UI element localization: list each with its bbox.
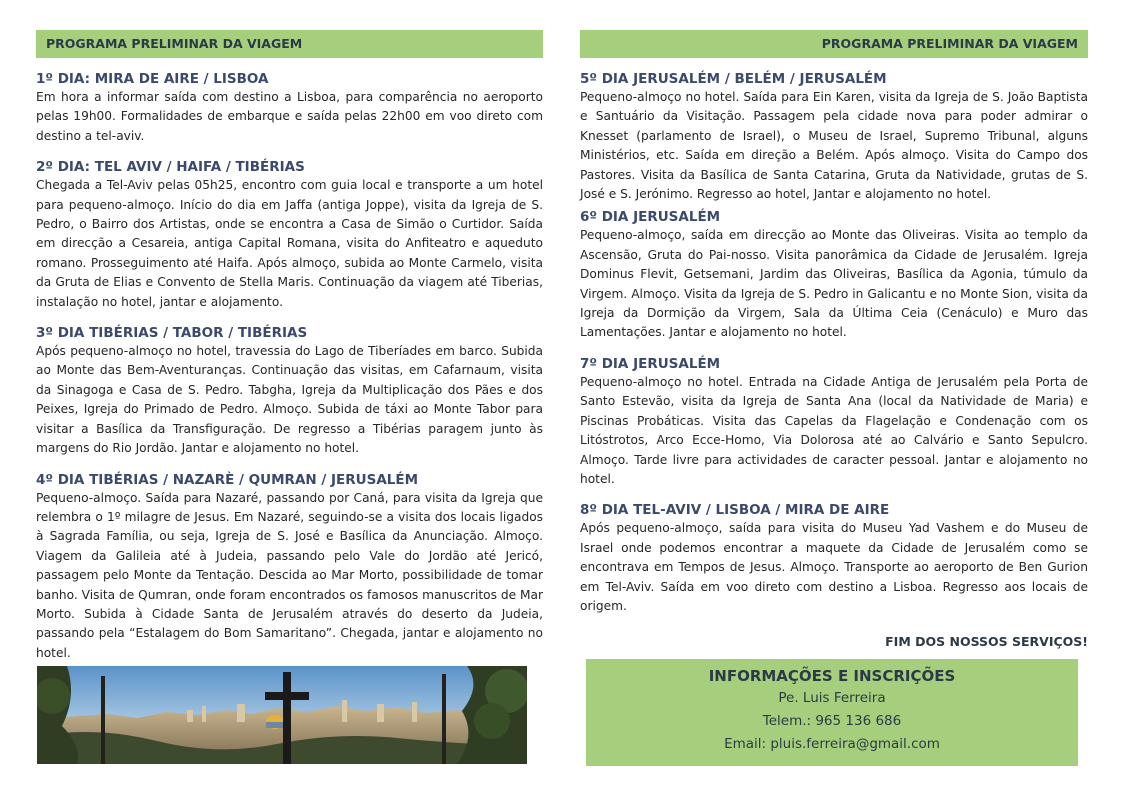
left-column [36, 30, 543, 675]
day-title: 2º DIA: TEL AVIV / HAIFA / TIBÉRIAS [36, 159, 305, 176]
contact-email: Email: pluis.ferreira@gmail.com [724, 736, 940, 752]
day-text: Em hora a informar saída com destino a Lisboa, para comparência no aeroporto pelas 19h00. Formalidades de embarque e saída pelas 22h00 em voo direto com destino a tel-aviv. [36, 90, 543, 143]
day-1 [36, 70, 543, 146]
contact-name: Pe. Luis Ferreira [778, 690, 886, 706]
day-text: Chegada a Tel-Aviv pelas 05h25, encontro com guia local e transporte a um hotel para pequeno-almoço. Início do dia em Jaffa (antiga Joppe), visita da Igreja de S. Pedro, o Bairro dos Artistas, onde se encontra a Casa de Simão o Curtidor. Saída em direcção a Cesareia, antiga Capital Romana, visita do Anfiteatro e aqueduto romano. Prosseguimento até Haifa. Após almoço, subida ao Monte Carmelo, visita da Gruta de Elias e Convento de Stella Maris. Continuação da viagem até Tiberias, instalação no hotel, jantar e alojamento. [36, 178, 543, 309]
right-banner: PROGRAMA PRELIMINAR DA VIAGEM [580, 30, 1088, 58]
day-title: 7º DIA JERUSALÉM [580, 355, 721, 372]
day-text: Pequeno-almoço no hotel. Entrada na Cidade Antiga de Jerusalém pela Porta de Santo Estevão, visita da Igreja de Santa Ana (local da Natividade de Maria) e Piscinas Probáticas. Visita das Capelas da Flagelação e Condenação com os Litóstrotos, Arco Ecce-Homo, Via Dolorosa até ao Calvário e Santo Sepulcro. Almoço. Tarde livre para actividades de caracter pessoal. Jantar e alojamento no hotel. [580, 374, 1088, 486]
day-text: Após pequeno-almoço no hotel, travessia do Lago de Tiberíades em barco. Subida ao Monte das Bem-Aventuranças. Continuação das visitas, em Cafarnaum, visita da Sinagoga e Casa de S. Pedro. Tabgha, Igreja da Multiplicação dos Pães e dos Peixes, Igreja do Primado de Pedro. Almoço. Subida de táxi ao Monte Tabor para visitar a Basílica da Transfiguração. De regresso a Tibérias paragem junto às margens do Rio Jordão. Jantar e alojamento no hotel. [36, 344, 543, 456]
day-title: 4º DIA TIBÉRIAS / NAZARÈ / QUMRAN / JERUSALÉM [36, 471, 419, 488]
right-column [580, 30, 1088, 649]
day-4 [36, 471, 543, 664]
day-8 [580, 501, 1088, 616]
jerusalem-skyline-image [37, 666, 527, 764]
day-2 [36, 158, 543, 312]
day-text: Pequeno-almoço, saída em direcção ao Monte das Oliveiras. Visita ao templo da Ascensão, Gruta do Pai-nosso. Visita panorâmica da Cidade de Jerusalém. Igreja Dominus Flevit, Getsemani, Jardim das Oliveiras, Basílica da Agonia, túmulo da Virgem. Almoço. Visita da Igreja de S. Pedro in Galicantu e no Monte Sion, visita da Igreja da Dormição da Virgem, Sala da Última Ceia (Cenáculo) e Muro das Lamentações. Jantar e alojamento no hotel. [580, 228, 1088, 340]
end-note: FIM DOS NOSSOS SERVIÇOS! [885, 634, 1088, 650]
day-title: 6º DIA JERUSALÉM [580, 209, 721, 226]
day-6 [580, 208, 1088, 342]
contact-phone: Telem.: 965 136 686 [762, 713, 902, 729]
jerusalem-photo [37, 666, 527, 764]
left-banner: PROGRAMA PRELIMINAR DA VIAGEM [36, 30, 543, 58]
contact-info-box [586, 659, 1078, 766]
day-title: 1º DIA: MIRA DE AIRE / LISBOA [36, 71, 269, 87]
day-title: 8º DIA TEL-AVIV / LISBOA / MIRA DE AIRE [580, 502, 890, 519]
day-5 [580, 70, 1088, 204]
day-7 [580, 355, 1088, 489]
info-title: INFORMAÇÕES E INSCRIÇÕES [708, 667, 956, 685]
day-3 [36, 324, 543, 458]
day-text: Pequeno-almoço no hotel. Saída para Ein Karen, visita da Igreja de S. João Baptista e Santuário da Visitação. Passagem pela cidade nova para poder admirar o Knesset (parlamento de Israel), o Museu de Israel, Supremo Tribunal, alguns Ministérios, etc. Saída em direção a Belém. Após almoço. Visita do Campo dos Pastores. Visita da Basílica de Santa Catarina, Gruta da Natividade, grutas de S. José e S. Jerónimo. Regresso ao hotel, Jantar e alojamento no hotel. [580, 90, 1088, 202]
day-title: 5º DIA JERUSALÉM / BELÉM / JERUSALÉM [580, 71, 887, 87]
day-title: 3º DIA TIBÉRIAS / TABOR / TIBÉRIAS [36, 325, 308, 342]
day-text: Pequeno-almoço. Saída para Nazaré, passando por Caná, para visita da Igreja que relembra o 1º milagre de Jesus. Em Nazaré, seguindo-se a visita dos locais ligados à Sagrada Família, ou seja, Igreja de S. José e Basílica da Anunciação. Almoço. Viagem da Galileia até à Judeia, passando pelo Vale do Jordão até Jericó, passagem pelo Monte da Tentação. Descida ao Mar Morto, possibilidade de tomar banho. Visita de Qumran, onde foram encontrados os famosos manuscritos de Mar Morto. Subida à Cidade Santa de Jerusalém através do deserto da Judeia, passando pela “Estalagem do Bom Samaritano”. Chegada, jantar e alojamento no hotel. [36, 490, 543, 660]
day-text: Após pequeno-almoço, saída para visita do Museu Yad Vashem e do Museu de Israel onde podemos encontrar a maquete da Cidade de Jerusalém como se encontrava em Tempos de Jesus. Almoço. Transporte ao aeroporto de Ben Gurion em Tel-Aviv. Saída em voo direto com destino a Lisboa. Regresso aos locais de origem. [580, 521, 1088, 613]
